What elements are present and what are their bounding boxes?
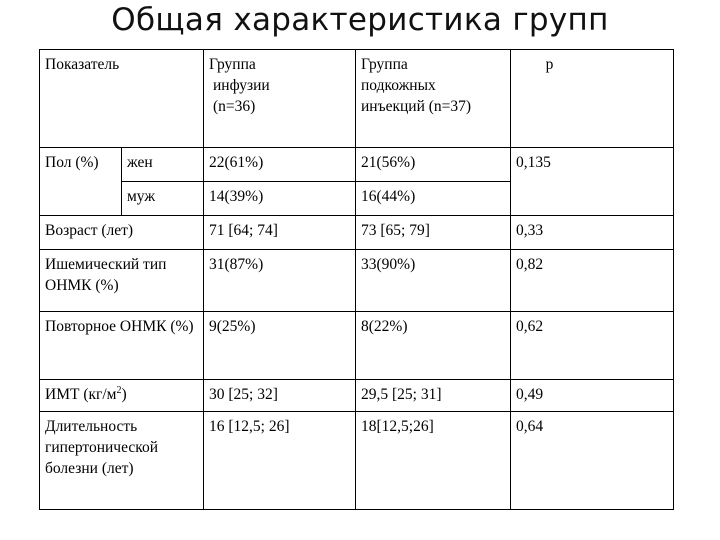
row-hypertension-group2: 18[12,5;26] — [356, 412, 511, 510]
row-bmi-group1: 30 [25; 32] — [204, 380, 356, 412]
header-group-injection — [356, 50, 511, 148]
header-group-infusion-line2: инфузии — [213, 77, 270, 94]
sex-female-group1: 22(61%) — [204, 148, 356, 182]
sex-p-value: 0,135 — [511, 148, 674, 216]
header-row — [40, 50, 674, 148]
row-label-hypertension: Длительность гипертонической болезни (лет) — [40, 412, 204, 510]
table-row — [40, 250, 674, 312]
table-row — [40, 412, 674, 510]
row-label-bmi-end: ) — [121, 386, 127, 403]
sex-female-group2: 21(56%) — [356, 148, 511, 182]
row-bmi-p: 0,49 — [511, 380, 674, 412]
row-hypertension-group1: 16 [12,5; 26] — [204, 412, 356, 510]
row-label-bmi — [40, 380, 204, 412]
header-group-infusion-line1: Группа — [209, 56, 256, 73]
row-label-ischemic: Ишемический тип ОНМК (%) — [40, 250, 204, 312]
sex-male-group1: 14(39%) — [204, 182, 356, 216]
sex-female-label: жен — [122, 148, 204, 182]
row-repeat-group2: 8(22%) — [356, 312, 511, 380]
header-group-injection-line2: подкожных — [361, 77, 436, 94]
table-row — [40, 380, 674, 412]
table-row — [40, 312, 674, 380]
row-repeat-group1: 9(25%) — [204, 312, 356, 380]
header-indicator: Показатель — [40, 50, 204, 148]
row-age-group2: 73 [65; 79] — [356, 216, 511, 250]
header-group-injection-line3: инъекций (n=37) — [361, 98, 472, 115]
table-row-sex-female — [40, 148, 674, 182]
header-group-infusion — [204, 50, 356, 148]
page-title: Общая характеристика групп — [111, 2, 609, 38]
row-label-bmi-sup: 2 — [116, 384, 122, 396]
row-hypertension-p: 0,64 — [511, 412, 674, 510]
row-age-p: 0,33 — [511, 216, 674, 250]
row-label-bmi-main: ИМТ (кг/м — [45, 386, 117, 403]
sex-male-group2: 16(44%) — [356, 182, 511, 216]
header-group-infusion-line3: (n=36) — [213, 98, 256, 115]
row-ischemic-p: 0,82 — [511, 250, 674, 312]
row-label-repeat: Повторное ОНМК (%) — [40, 312, 204, 380]
header-p: р — [511, 50, 674, 148]
table-row — [40, 216, 674, 250]
row-age-group1: 71 [64; 74] — [204, 216, 356, 250]
row-bmi-group2: 29,5 [25; 31] — [356, 380, 511, 412]
sex-label: Пол (%) — [40, 148, 122, 216]
sex-male-label: муж — [122, 182, 204, 216]
row-repeat-p: 0,62 — [511, 312, 674, 380]
row-label-age: Возраст (лет) — [40, 216, 204, 250]
row-ischemic-group1: 31(87%) — [204, 250, 356, 312]
row-ischemic-group2: 33(90%) — [356, 250, 511, 312]
header-group-injection-line1: Группа — [361, 56, 408, 73]
group-characteristics-table — [39, 49, 674, 510]
